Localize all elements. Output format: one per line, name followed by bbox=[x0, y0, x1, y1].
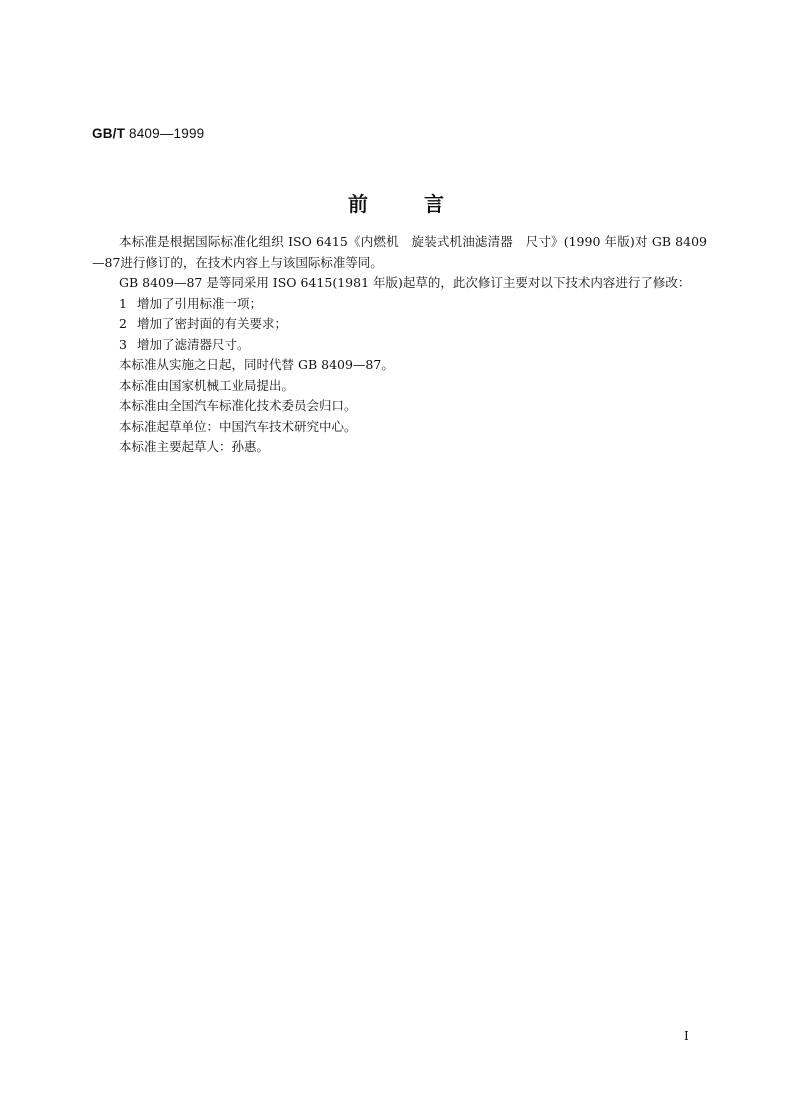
list-item-number: 2 bbox=[119, 316, 127, 331]
list-item-text: 增加了引用标准一项； bbox=[136, 295, 262, 311]
standard-code-number: 8409—1999 bbox=[125, 126, 205, 141]
foreword-body bbox=[92, 232, 707, 458]
paragraph-revision: GB 8409—87 是等同采用 ISO 6415(1981 年版)起草的，此次修订主要对以下技术内容进行了修改： bbox=[119, 275, 691, 290]
statement-drafters: 本标准主要起草人：孙惠。 bbox=[119, 439, 270, 454]
statement-proposer: 本标准由国家机械工业局提出。 bbox=[119, 377, 295, 393]
list-item-text: 增加了滤清器尺寸。 bbox=[136, 336, 250, 352]
statement-drafting-unit: 本标准起草单位：中国汽车技术研究中心。 bbox=[119, 418, 357, 434]
paragraph-intro: 本标准是根据国际标准化组织 ISO 6415《内燃机 旋装式机油滤清器 尺寸》(1990 年版)对 GB 8409—87进行修订的，在技术内容上与该国际标准等同。 bbox=[92, 234, 707, 270]
statement-replacement: 本标准从实施之日起，同时代替 GB 8409—87。 bbox=[119, 357, 394, 372]
list-item-number: 1 bbox=[119, 295, 127, 311]
statement-administration: 本标准由全国汽车标准化技术委员会归口。 bbox=[119, 398, 357, 413]
list-item-number: 3 bbox=[119, 336, 127, 352]
standard-code-prefix: GB/T bbox=[92, 126, 126, 141]
list-item bbox=[92, 294, 707, 315]
list-item-text: 增加了密封面的有关要求； bbox=[136, 316, 287, 331]
list-item bbox=[92, 314, 707, 335]
standard-code bbox=[92, 126, 204, 141]
page-number: I bbox=[684, 1029, 689, 1043]
page-title: 前言 bbox=[348, 192, 500, 216]
list-item bbox=[92, 335, 707, 356]
